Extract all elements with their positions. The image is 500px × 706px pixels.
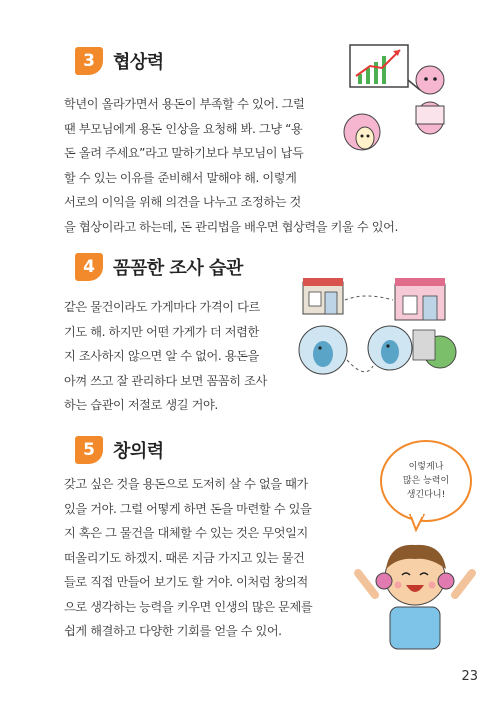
body-line: 갖고 싶은 것을 용돈으로 도저히 살 수 없을 때가 <box>64 477 308 491</box>
section-title: 꼼꼼한 조사 습관 <box>113 258 243 279</box>
body-line: 학년이 올라가면서 용돈이 부족할 수 있어. 그럴 <box>64 97 305 111</box>
bubble-line: 이렇게나 <box>408 462 444 472</box>
body-line: 있을 거야. 그럴 어떻게 하면 돈을 마련할 수 있을 <box>64 501 312 516</box>
page-number: 23 <box>461 669 478 684</box>
research-illustration <box>295 270 465 385</box>
speech-bubble <box>380 440 472 522</box>
section-5-body <box>64 472 312 644</box>
body-line: 으로 생각하는 능력을 키우면 인생의 많은 문제를 <box>64 599 313 614</box>
section-title: 창의력 <box>113 441 164 462</box>
section-number-badge: 4 <box>75 253 103 281</box>
section-4-header <box>75 253 243 281</box>
bubble-line: 생긴다니! <box>406 490 446 500</box>
section-title: 협상력 <box>113 52 164 73</box>
bubble-line: 많은 능력이 <box>402 476 450 486</box>
body-line: 땐 부모님에게 용돈 인상을 요청해 봐. 그냥 “용 <box>64 121 303 136</box>
body-line: 떠올리기도 하겠지. 때론 지금 가지고 있는 물건 <box>64 550 305 565</box>
body-line: 같은 물건이라도 가게마다 가격이 다르 <box>64 300 260 314</box>
body-line: 지 조사하지 않으면 알 수 없어. 용돈을 <box>64 349 259 363</box>
body-line: 을 협상이라고 하는데, 돈 관리법을 배우면 협상력을 키울 수 있어. <box>64 219 398 234</box>
body-line: 쉽게 해결하고 다양한 기회를 얻을 수 있어. <box>64 624 282 638</box>
body-line: 지 혹은 그 물건을 대체할 수 있는 것은 무엇일지 <box>64 526 308 540</box>
body-line: 들로 직접 만들어 보기도 할 거야. 이처럼 창의적 <box>64 575 308 589</box>
body-line: 기도 해. 하지만 어떤 가게가 더 저렴한 <box>64 324 259 339</box>
section-3-header <box>75 47 164 75</box>
child-illustration <box>350 525 480 655</box>
body-line: 서로의 이익을 위해 의견을 나누고 조정하는 것 <box>64 195 301 209</box>
section-number-badge: 5 <box>75 436 103 464</box>
section-5-header <box>75 436 164 464</box>
body-line: 돈 올려 주세요”라고 말하기보다 부모님이 납득 <box>64 146 304 160</box>
section-4-body <box>64 295 267 418</box>
body-line: 할 수 있는 이유를 준비해서 말해야 해. 이렇게 <box>64 170 297 185</box>
negotiation-illustration <box>340 40 460 160</box>
section-number-badge: 3 <box>75 47 103 75</box>
body-line: 아껴 쓰고 잘 관리하다 보면 꼼꼼히 조사 <box>64 373 267 388</box>
body-line: 하는 습관이 저절로 생길 거야. <box>64 398 218 412</box>
